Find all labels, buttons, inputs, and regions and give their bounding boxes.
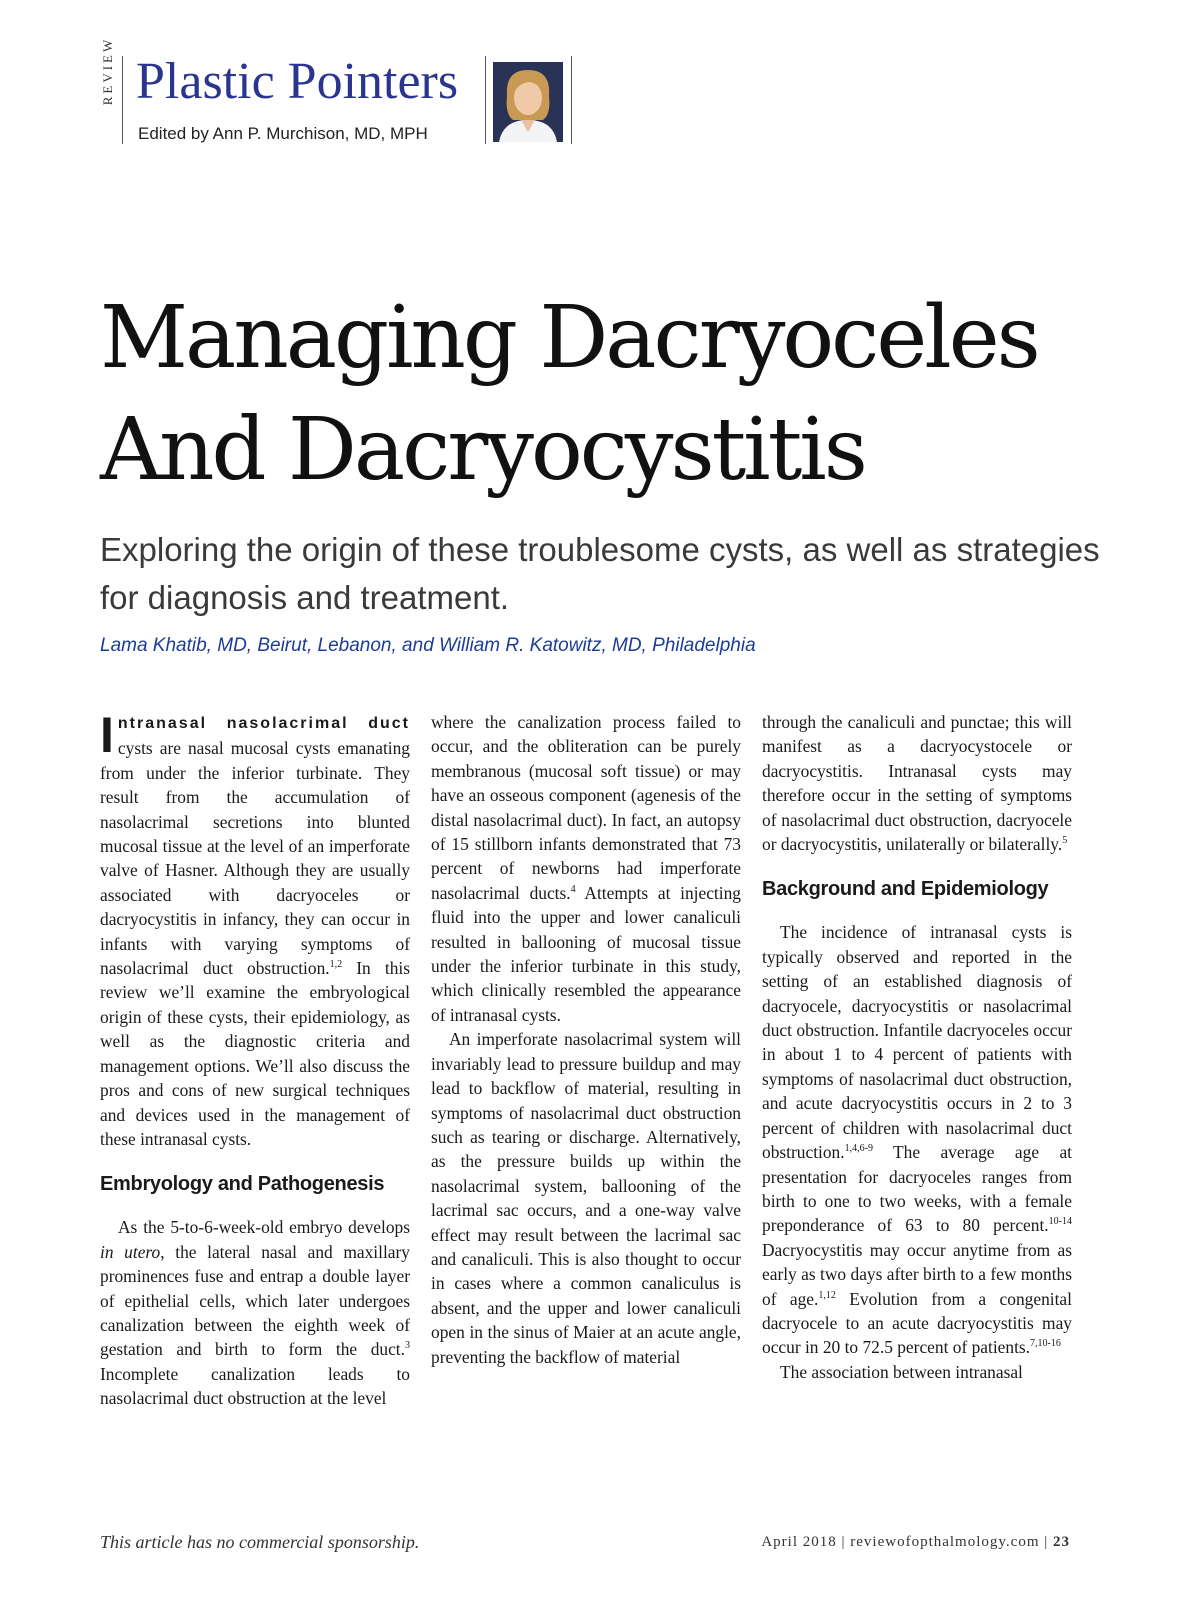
article-title-line: Managing Dacryoceles <box>100 288 1038 388</box>
text-column-2 <box>431 710 741 1369</box>
header-divider <box>485 56 486 144</box>
text-column-1 <box>100 707 410 1411</box>
editor-credit: Edited by Ann P. Murchison, MD, MPH <box>138 124 428 143</box>
section-heading: Embryology and Pathogenesis <box>100 1173 385 1196</box>
drop-cap: I <box>100 707 114 763</box>
body-paragraph: The association between intranasal <box>780 1361 1023 1382</box>
lead-in: ntranasal nasolacrimal duct <box>117 715 410 732</box>
body-paragraph: The incidence of intranasal cysts is typically observed and reported in the setting of an established diagnosis of dacryocele, dacryocystitis or nasolacrimal duct obstruction. Infantile dacryoceles occur in about 1 to 4 percent of patients with symptoms of nasolacrimal duct obstruction, and acute dacryocystitis occurs in 2 to 3 percent of children with nasolacrimal duct obstruction.$^{1,4,6-9}$ The average age at presentation for dacryoceles ranges from birth to one to two weeks, with a female preponderance of 63 to 80 percent.$^{10-14}$ Dacryocystitis may occur anytime from as early as two days after birth to a few months of age.$^{1,12}$ Evolution from a congenital dacryocele to an acute dacryocystitis may occur in 20 to 72.5 percent of patients.$^{7,10-16}$ <box>762 922 1072 1358</box>
header-divider <box>571 56 572 144</box>
department-title: Plastic Pointers <box>136 53 459 110</box>
article-title <box>100 282 1100 506</box>
body-paragraph: As the 5-to-6-week-old embryo develops in utero, the lateral nasal and maxillary prominences fuse and entrap a double layer of epithelial cells, which later undergoes canalization between the eighth week of gestation and birth to form the duct.$^3$ Incomplete canalization leads to nasolacrimal duct obstruction at the level <box>100 1217 410 1409</box>
editor-photo <box>493 62 563 142</box>
page-number: 23 <box>1053 1534 1070 1550</box>
article-byline: Lama Khatib, MD, Beirut, Lebanon, and William R. Katowitz, MD, Philadelphia <box>100 635 756 656</box>
body-paragraph-continued: through the canaliculi and punctae; this will manifest as a dacryocystocele or dacryocystitis. Intranasal cysts may therefore occur in the setting of symptoms of nasolacrimal duct obstruction, dacryocele or dacryocystitis, unilaterally or bilaterally.$^5$ <box>762 712 1072 855</box>
sponsorship-note: This article has no commercial sponsorship. <box>100 1532 420 1552</box>
article-title-line: And Dacryocystitis <box>100 400 865 500</box>
review-vertical-label: REVIEW <box>100 36 115 106</box>
page-footer <box>761 1534 1070 1551</box>
department-header <box>100 36 580 146</box>
section-heading: Background and Epidemiology <box>762 878 1049 901</box>
article-subtitle: Exploring the origin of these troublesome cysts, as well as strategies for diagnosis and treatment. <box>100 531 1100 616</box>
text-column-3 <box>762 710 1072 1384</box>
header-divider <box>122 56 123 144</box>
body-paragraph-continued: where the canalization process failed to occur, and the obliteration can be purely membranous (mucosal soft tissue) or may have an osseous component (agenesis of the distal nasolacrimal duct). In fact, an autopsy of 15 stillborn infants demonstrated that 73 percent of newborns had imperforate nasolacrimal ducts.$^4$ Attempts at injecting fluid into the upper and lower canaliculi resulted in ballooning of mucosal tissue under the inferior turbinate in this study, which clinically resembled the appearance of intranasal cysts. <box>431 712 741 1025</box>
issue-info: April 2018 | reviewofopthalmology.com | <box>761 1534 1053 1550</box>
body-paragraph: An imperforate nasolacrimal system will invariably lead to pressure buildup and may lead to backflow of material, resulting in symptoms of nasolacrimal duct obstruction such as tearing or discharge. Alternatively, as the pressure builds up within the nasolacrimal system, ballooning of the lacrimal sac occurs, and a one-way valve effect may result between the lacrimal sac and canaliculi. This is also thought to occur in cases where a common canaliculus is absent, and the upper and lower canaliculi open in the sinus of Maier at an acute angle, preventing the backflow of material <box>431 1029 741 1367</box>
intro-paragraph: Intranasal nasolacrimal duct cysts are nasal mucosal cysts emanating from under the inferior turbinate. They result from the accumulation of nasolacrimal secretions into blunted mucosal tissue at the level of an imperforate valve of Hasner. Although they are usually associated with dacryoceles or dacryocystitis in infancy, they can occur in infants with varying symptoms of nasolacrimal duct obstruction.$^{1,2}$ In this review we’ll examine the embryological origin of these cysts, their epidemiology, as well as the diagnostic criteria and management options. We’ll also discuss the pros and cons of new surgical techniques and devices used in the management of these intranasal cysts. <box>100 707 410 1149</box>
